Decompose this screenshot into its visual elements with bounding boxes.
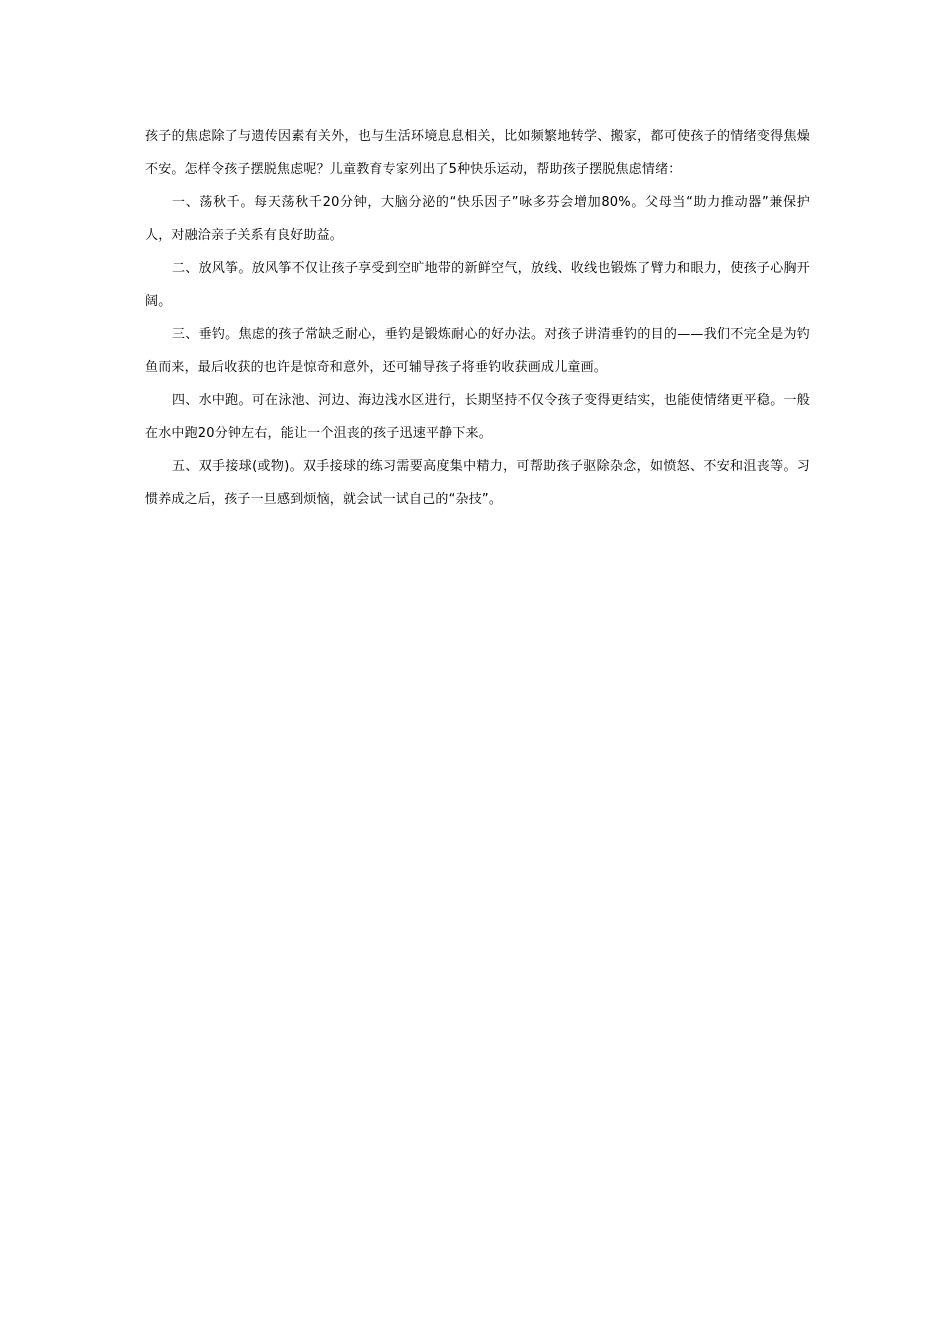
- paragraph-water-running: 四、水中跑。可在泳池、河边、海边浅水区进行，长期坚持不仅令孩子变得更结实，也能使情绪更平稳。一般在水中跑20分钟左右，能让一个沮丧的孩子迅速平静下来。: [145, 393, 810, 441]
- document-body: [145, 120, 810, 516]
- paragraph-fishing: 三、垂钓。焦虑的孩子常缺乏耐心，垂钓是锻炼耐心的好办法。对孩子讲清垂钓的目的——我们不完全是为钓鱼而来，最后收获的也许是惊奇和意外，还可辅导孩子将垂钓收获画成儿童画。: [145, 327, 810, 375]
- intro-paragraph: 孩子的焦虑除了与遗传因素有关外，也与生活环境息息相关，比如频繁地转学、搬家，都可使孩子的情绪变得焦燥不安。怎样令孩子摆脱焦虑呢？儿童教育专家列出了5种快乐运动，帮助孩子摆脱焦虑情绪：: [145, 129, 810, 177]
- paragraph-kite: 二、放风筝。放风筝不仅让孩子享受到空旷地带的新鲜空气，放线、收线也锻炼了臂力和眼力，使孩子心胸开阔。: [145, 261, 810, 309]
- paragraph-catching-ball: 五、双手接球(或物)。双手接球的练习需要高度集中精力，可帮助孩子驱除杂念，如愤怒、不安和沮丧等。习惯养成之后，孩子一旦感到烦恼，就会试一试自己的“杂技”。: [145, 459, 810, 507]
- paragraph-swing: 一、荡秋千。每天荡秋千20分钟，大脑分泌的“快乐因子”咏多芬会增加80%。父母当“助力推动器”兼保护人，对融洽亲子关系有良好助益。: [145, 195, 810, 243]
